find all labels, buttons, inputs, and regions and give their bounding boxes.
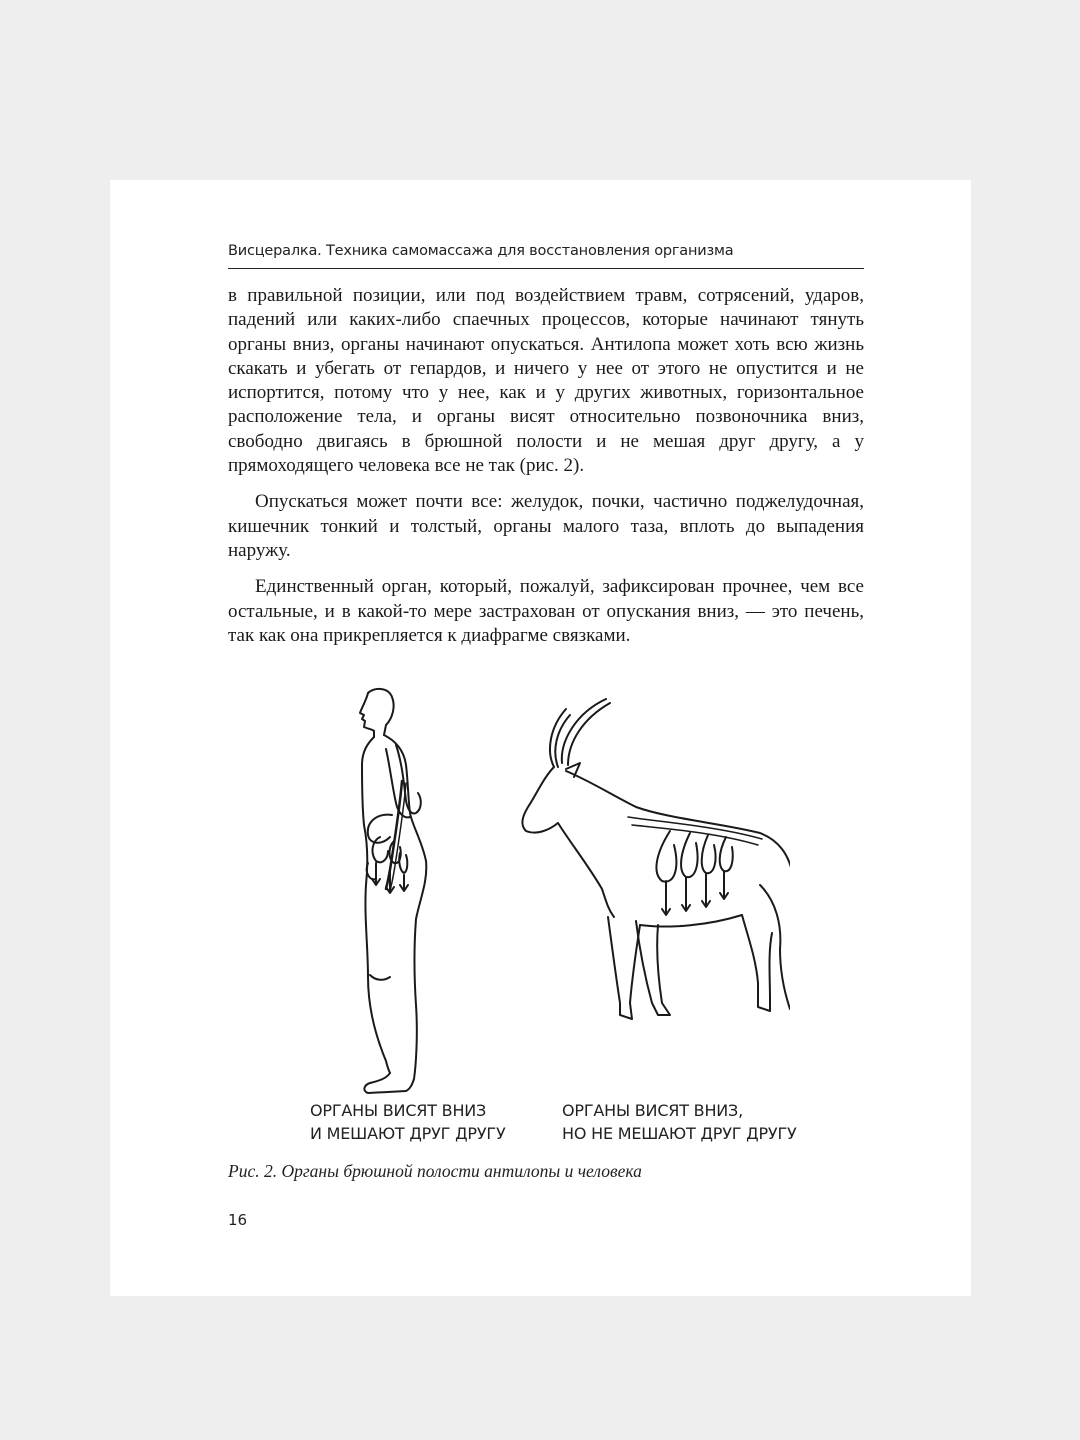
paragraph-1: в правильной позиции, или под воздействием травм, сотрясений, ударов, падений или каких-либо спаечных процессов, которые начинают тянуть органы вниз, органы начинают опускаться. Антилопа может хоть всю жизнь скакать и убегать от гепардов, и ничего у нее от этого не опустится и не испортится, потому что у нее, как и у других животных, горизонтальное расположение тела, и органы висят относительно позвоночника вниз, свободно двигаясь в брюшной полости и не мешая друг другу, а у прямоходящего человека все не так (рис. 2). bbox=[228, 285, 864, 477]
header-rule bbox=[228, 268, 864, 269]
antelope-label-line-1: ОРГАНЫ ВИСЯТ ВНИЗ, bbox=[562, 1101, 743, 1120]
page-number: 16 bbox=[228, 1211, 248, 1229]
antelope-organs-label bbox=[562, 1099, 797, 1145]
antelope-figure bbox=[522, 699, 790, 1019]
paragraph-3: Единственный орган, который, пожалуй, зафиксирован прочнее, чем все остальные, и в какой-то мере застрахован от опускания вниз, — это печень, так как она прикрепляется к диафрагме связками. bbox=[228, 576, 864, 646]
body-text bbox=[228, 284, 864, 660]
human-label-line-1: ОРГАНЫ ВИСЯТ ВНИЗ bbox=[310, 1101, 487, 1120]
human-organs-label bbox=[310, 1099, 506, 1145]
human-figure bbox=[360, 689, 426, 1093]
figure-caption: Рис. 2. Органы брюшной полости антилопы и человека bbox=[228, 1161, 642, 1181]
paragraph-2: Опускаться может почти все: желудок, почки, частично поджелудочная, кишечник тонкий и толстый, органы малого таза, вплоть до выпадения наружу. bbox=[228, 491, 864, 561]
running-header: Висцералка. Техника самомассажа для восстановления организма bbox=[228, 243, 734, 259]
human-label-line-2: И МЕШАЮТ ДРУГ ДРУГУ bbox=[310, 1124, 506, 1143]
book-page bbox=[110, 180, 971, 1296]
antelope-label-line-2: НО НЕ МЕШАЮТ ДРУГ ДРУГУ bbox=[562, 1124, 797, 1143]
figure-illustration bbox=[340, 685, 790, 1105]
